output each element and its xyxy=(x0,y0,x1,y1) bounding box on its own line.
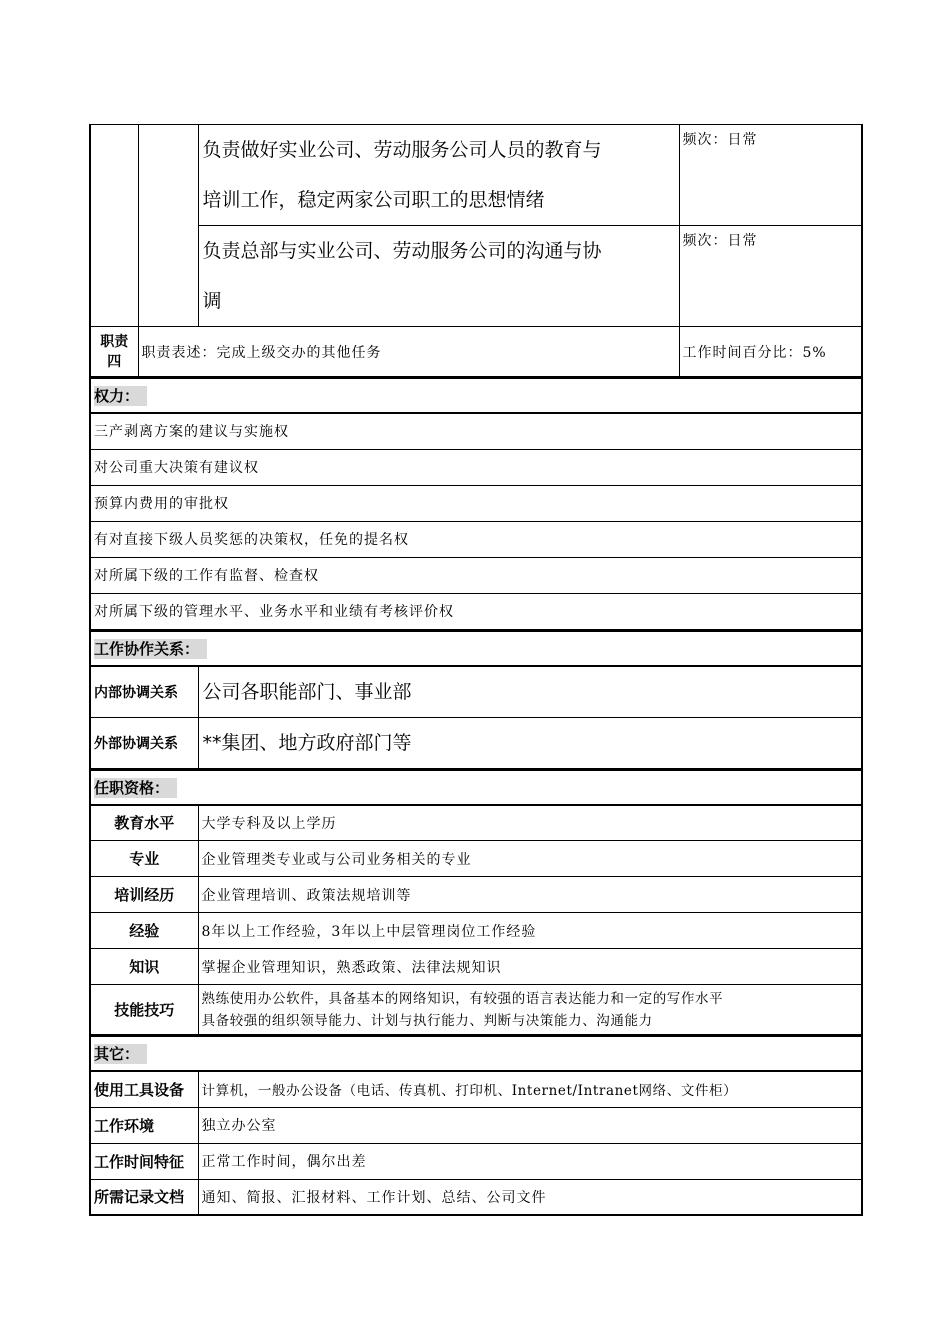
powers-table xyxy=(89,377,863,630)
external-relations-label: 外部协调关系 xyxy=(90,717,198,768)
duty4-description: 职责表述：完成上级交办的其他任务 xyxy=(138,327,679,377)
other-value: 独立办公室 xyxy=(198,1107,862,1143)
other-label: 所需记录文档 xyxy=(90,1179,198,1215)
duty4-percent: 工作时间百分比：5% xyxy=(679,327,862,377)
power-item: 预算内费用的审批权 xyxy=(90,485,862,521)
power-item: 有对直接下级人员奖惩的决策权，任免的提名权 xyxy=(90,521,862,557)
qualification-label: 教育水平 xyxy=(90,805,198,841)
other-value: 通知、简报、汇报材料、工作计划、总结、公司文件 xyxy=(198,1179,862,1215)
power-item: 对所属下级的管理水平、业务水平和业绩有考核评价权 xyxy=(90,593,862,629)
job-description-document xyxy=(89,124,861,1216)
other-label: 工作环境 xyxy=(90,1107,198,1143)
other-table xyxy=(89,1035,863,1216)
relations-heading: 工作协作关系： xyxy=(90,631,862,666)
skills-value: 熟练使用办公软件，具备基本的网络知识，有较强的语言表达能力和一定的写作水平 具备较强的组织领导能力、计划与执行能力、判断与决策能力、沟通能力 xyxy=(198,985,862,1035)
other-value: 正常工作时间，偶尔出差 xyxy=(198,1143,862,1179)
skills-label: 技能技巧 xyxy=(90,985,198,1035)
other-label: 使用工具设备 xyxy=(90,1071,198,1107)
qualifications-heading: 任职资格： xyxy=(90,770,862,805)
qualification-label: 专业 xyxy=(90,841,198,877)
qualification-value: 大学专科及以上学历 xyxy=(198,805,862,841)
qualification-label: 经验 xyxy=(90,913,198,949)
qualification-label: 培训经历 xyxy=(90,877,198,913)
qualifications-table xyxy=(89,769,863,1036)
other-value: 计算机，一般办公设备（电话、传真机、打印机、Internet/Intranet网络、文件柜） xyxy=(198,1071,862,1107)
relations-table xyxy=(89,630,863,769)
duty-item: 负责总部与实业公司、劳动服务公司的沟通与协 调 xyxy=(198,226,679,327)
duties-table xyxy=(89,124,863,377)
qualification-value: 企业管理培训、政策法规培训等 xyxy=(198,877,862,913)
qualification-label: 知识 xyxy=(90,949,198,985)
duty-item: 负责做好实业公司、劳动服务公司人员的教育与 培训工作，稳定两家公司职工的思想情绪 xyxy=(198,125,679,226)
other-heading: 其它： xyxy=(90,1036,862,1071)
external-relations-value: **集团、地方政府部门等 xyxy=(198,717,862,768)
internal-relations-value: 公司各职能部门、事业部 xyxy=(198,666,862,718)
duty-frequency: 频次：日常 xyxy=(679,226,862,327)
other-label: 工作时间特征 xyxy=(90,1143,198,1179)
duty-label-cell xyxy=(90,125,138,327)
power-item: 对所属下级的工作有监督、检查权 xyxy=(90,557,862,593)
duty-frequency: 频次：日常 xyxy=(679,125,862,226)
qualification-value: 企业管理类专业或与公司业务相关的专业 xyxy=(198,841,862,877)
duty4-label: 职责 四 xyxy=(90,327,138,377)
qualification-value: 掌握企业管理知识，熟悉政策、法律法规知识 xyxy=(198,949,862,985)
power-item: 对公司重大决策有建议权 xyxy=(90,449,862,485)
power-item: 三产剥离方案的建议与实施权 xyxy=(90,413,862,449)
internal-relations-label: 内部协调关系 xyxy=(90,666,198,718)
powers-heading: 权力： xyxy=(90,378,862,413)
duty-sub-cell xyxy=(138,125,198,327)
qualification-value: 8年以上工作经验，3年以上中层管理岗位工作经验 xyxy=(198,913,862,949)
